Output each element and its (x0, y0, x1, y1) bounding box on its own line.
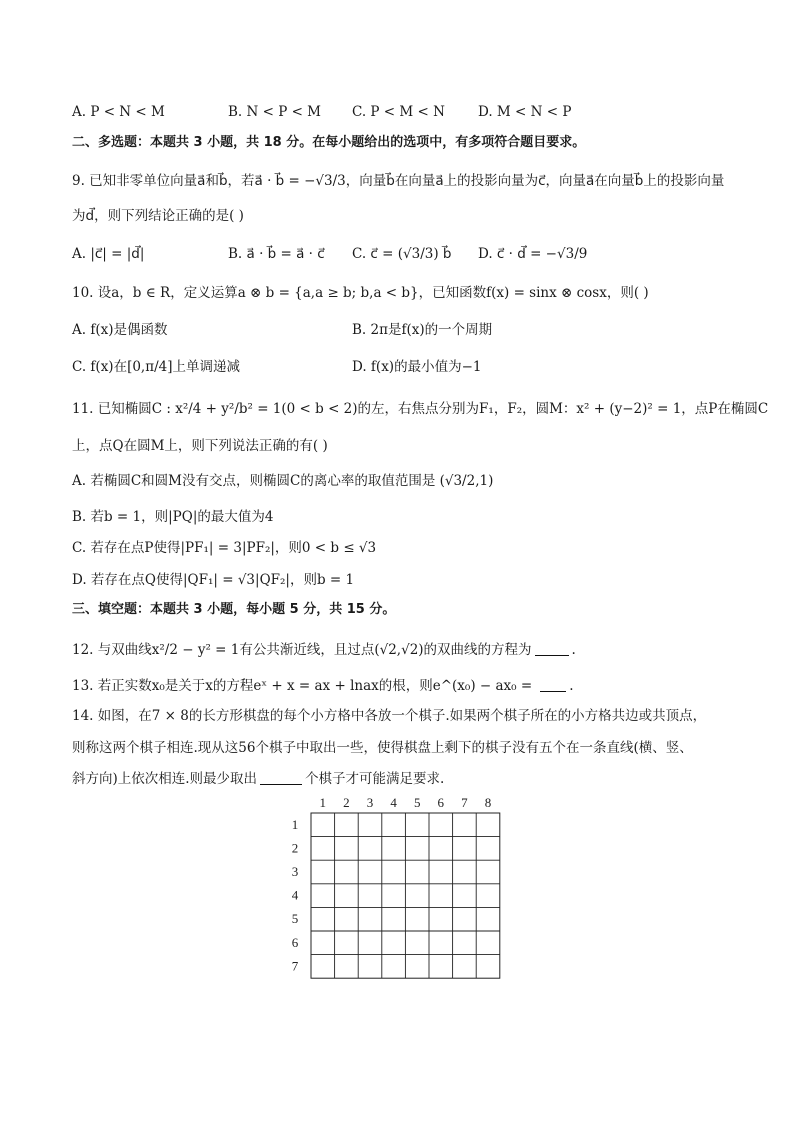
board-col-label: 2 (343, 795, 350, 810)
board-col-label: 3 (366, 795, 374, 810)
q14-stem-line2: 则称这两个棋子相连.现从这56个棋子中取出一些，使得棋盘上剩下的棋子没有五个在一条直线(横、竖、 (72, 740, 693, 756)
section-2-title: 二、多选题：本题共 3 小题，共 18 分。在每小题给出的选项中，有多项符合题目要求。 (72, 135, 586, 150)
q11-option-b: B. 若b = 1，则|PQ|的最大值为4 (72, 509, 274, 525)
board-row-label: 4 (291, 887, 299, 903)
q13-text: 13. 若正实数x₀是关于x的方程eˣ + x = ax + lnax的根，则e^(x₀) − ax₀ = (72, 678, 533, 694)
board-col-label: 5 (413, 795, 421, 810)
board-row-label: 7 (291, 958, 299, 974)
q11-stem-line1: 11. 已知椭圆C : x²/4 + y²/b² = 1(0 < b < 2)的左，右焦点分别为F₁，F₂，圆M：x² + (y−2)² = 1，点P在椭圆C (72, 401, 769, 417)
q11-option-c: C. 若存在点P使得|PF₁| = 3|PF₂|，则0 < b ≤ √3 (72, 540, 377, 556)
board-row-label: 3 (291, 864, 299, 879)
board-col-label: 4 (390, 795, 397, 810)
board-row-label: 6 (291, 934, 299, 950)
q10-option-c: C. f(x)在[0,π/4]上单调递减 (72, 359, 240, 375)
q8-option-b: B. N < P < M (228, 104, 322, 120)
board-col-label: 8 (484, 795, 492, 810)
board-row-label: 2 (291, 840, 299, 856)
q14-stem-line1: 14. 如图，在7 × 8的长方形棋盘的每个小方格中各放一个棋子.如果两个棋子所在的小方格共边或共顶点， (72, 708, 707, 724)
q8-option-c: C. P < M < N (352, 104, 445, 120)
q10-stem: 10. 设a，b ∈ R，定义运算a ⊗ b = {a,a ≥ b; b,a < b}，已知函数f(x) = sinx ⊗ cosx，则( ) (72, 285, 649, 301)
q9-option-c: C. c⃗ = (√3/3) b⃗ (352, 246, 452, 262)
q13-stem (72, 676, 573, 696)
q14-text-end: 个棋子才可能满足要求. (305, 771, 445, 787)
q9-option-b: B. a⃗ · b⃗ = a⃗ · c⃗ (228, 246, 325, 262)
q12-answer-blank[interactable] (535, 641, 569, 656)
q12-stem (72, 640, 576, 660)
q9-stem-line2: 为d⃗，则下列结论正确的是( ) (72, 208, 244, 224)
q13-answer-blank[interactable] (540, 677, 566, 692)
q10-option-d: D. f(x)的最小值为−1 (352, 359, 482, 375)
q14-answer-blank[interactable] (260, 770, 302, 785)
board-col-label: 1 (319, 795, 327, 810)
q11-stem-line2: 上，点Q在圆M上，则下列说法正确的有( ) (72, 438, 328, 454)
board-col-label: 7 (461, 795, 468, 810)
q11-option-a: A. 若椭圆C和圆M没有交点，则椭圆C的离心率的取值范围是 (√3/2,1) (72, 473, 494, 489)
q10-option-b: B. 2π是f(x)的一个周期 (352, 322, 493, 338)
board-row-label: 1 (291, 816, 299, 832)
section-3-title: 三、填空题：本题共 3 小题，每小题 5 分，共 15 分。 (72, 602, 396, 617)
q8-option-d: D. M < N < P (478, 104, 572, 120)
board-frame (311, 813, 500, 978)
q11-option-d: D. 若存在点Q使得|QF₁| = √3|QF₂|，则b = 1 (72, 572, 355, 588)
q13-period: . (569, 678, 574, 694)
q9-option-d: D. c⃗ · d⃗ = −√3/9 (478, 246, 588, 262)
q8-option-a: A. P < N < M (72, 104, 165, 120)
q9-option-a: A. |c⃗| = |d⃗| (72, 246, 145, 262)
q10-option-a: A. f(x)是偶函数 (72, 322, 168, 338)
board-col-label: 6 (437, 795, 445, 810)
board-row-label: 5 (291, 911, 299, 927)
q9-stem-line1: 9. 已知非零单位向量a⃗和b⃗，若a⃗ · b⃗ = −√3/3，向量b⃗在向量a⃗上的投影向量为c⃗，向量a⃗在向量b⃗上的投影向量 (72, 173, 725, 189)
q14-stem-line3 (72, 769, 444, 789)
q12-period: . (571, 642, 576, 658)
q12-text: 12. 与双曲线x²/2 − y² = 1有公共渐近线，且过点(√2,√2)的双曲线的方程为 (72, 642, 532, 658)
q14-text: 斜方向)上依次相连.则最少取出 (72, 771, 258, 787)
